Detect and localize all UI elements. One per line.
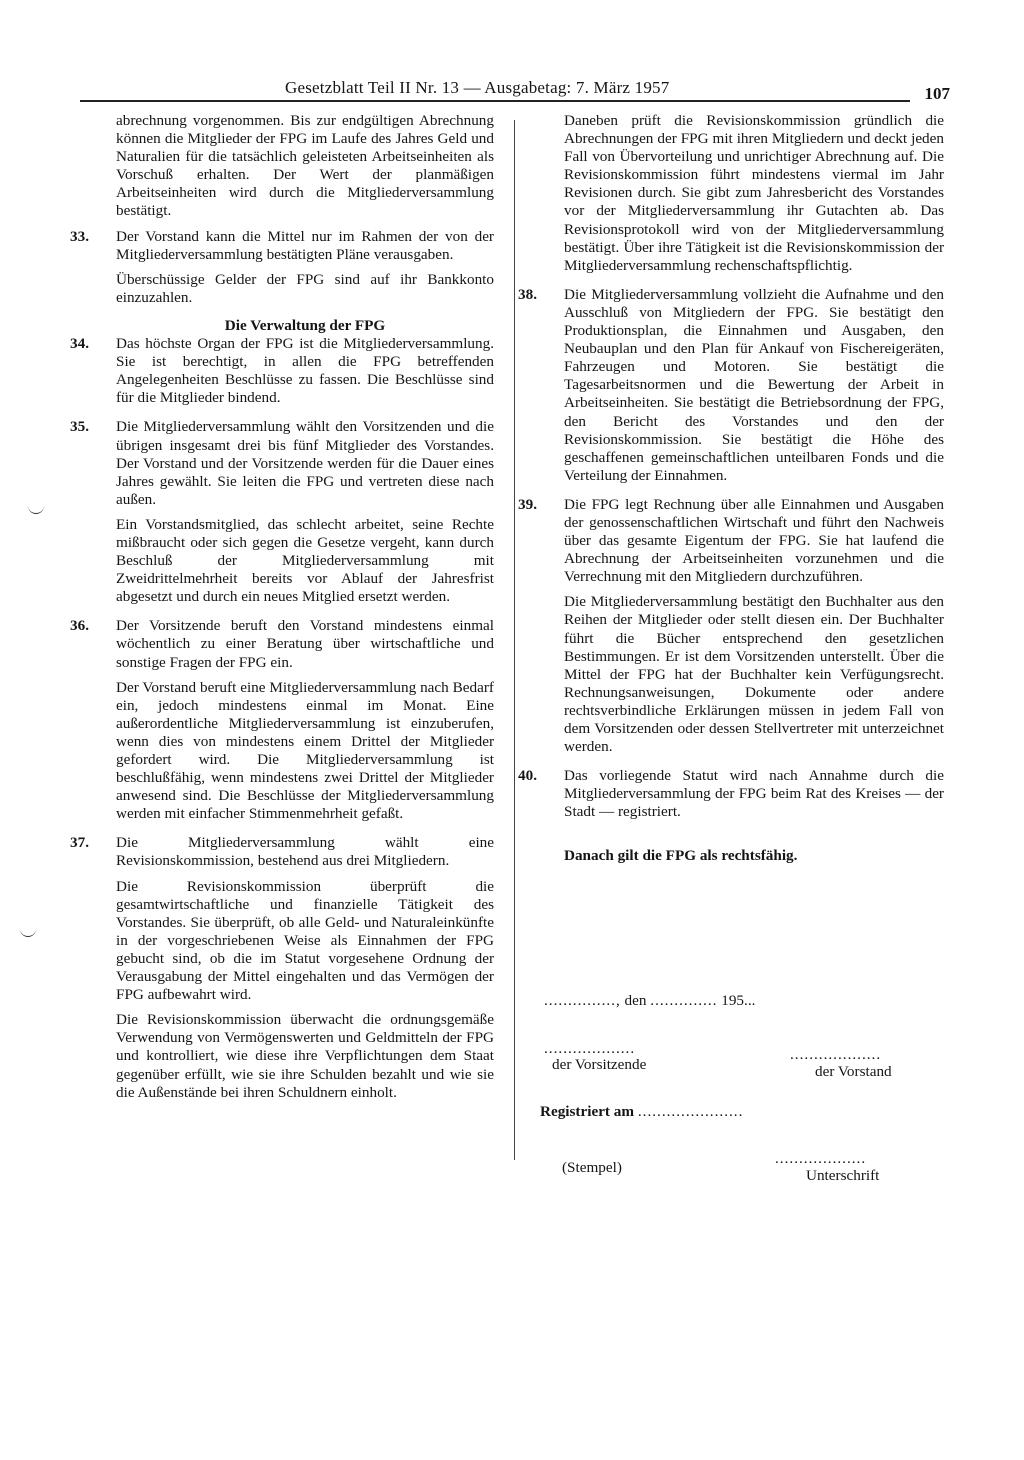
section-37 — [70, 834, 494, 870]
board-signature-dots: ................... — [790, 1046, 882, 1063]
section-36 — [70, 617, 494, 671]
section-number: 40. — [518, 767, 537, 785]
paragraph: Die Revisionskommission überwacht die ordnungsgemäße Verwendung von Vermögenswerten und Geldmitteln der FPG und kontrolliert, wie diese ihre Verpflichtungen dem Staat gegenüber erfüllt, wie sie ihre Schulden bezahlt und wie sie die Außenstände bei ihren Schuldnern einholt. — [116, 1011, 494, 1101]
section-number: 33. — [70, 227, 89, 245]
section-number: 36. — [70, 617, 89, 635]
section-heading: Die Verwaltung der FPG — [224, 316, 386, 334]
registered-label: Registriert am — [540, 1103, 635, 1120]
paragraph-text: Der Vorstand kann die Mittel nur im Rahmen der von der Mitgliederversammlung bestätigten Pläne verausgaben. — [116, 227, 494, 263]
margin-mark — [28, 505, 44, 514]
section-40 — [518, 767, 944, 821]
place-field: ..............., — [544, 992, 621, 1009]
header-title: Gesetzblatt Teil II Nr. 13 — Ausgabetag: 7. März 1957 — [285, 78, 670, 97]
paragraph: Die Mitgliederversammlung bestätigt den Buchhalter aus den Reihen der Mitglieder oder stellt diesen ein. Der Buchhalter führt die Bücher entsprechend den gesetzlichen Bestimmungen. Er ist dem Vorsitzenden unterstellt. Über die Mittel der FPG hat der Buchhalter kein Verfügungsrecht. Rechnungsanweisungen, Dokumente oder andere rechtsverbindliche Erklärungen müssen in jedem Fall von dem Vorsitzenden oder dessen Stellvertreter mit unterzeichnet werden. — [564, 593, 944, 756]
section-35 — [70, 418, 494, 508]
page-number: 107 — [924, 84, 950, 103]
column-divider — [514, 120, 515, 1160]
paragraph: abrechnung vorgenommen. Bis zur endgültigen Abrechnung können die Mitglieder der FPG im Laufe des Jahres Geld und Naturalien für die tatsächlich geleisteten Arbeitseinheiten als Vorschuß erhalten. Der Wert der planmäßigen Arbeitseinheiten wird durch die Mitgliederversammlung bestätigt. — [116, 112, 494, 220]
paragraph: Daneben prüft die Revisionskommission gründlich die Abrechnungen der FPG mit ihren Mitgliedern und deckt jeden Fall von Übervorteilung und unrichtiger Abrechnung auf. Die Revisionskommission führt mindestens viermal im Jahr Revisionen durch. Sie gibt zum Jahresbericht des Vorstandes vor der Mitgliederversammlung ihr Gutachten ab. Das Revisionsprotokoll wird von der Mitgliederversammlung bestätigt. Über ihre Tätigkeit ist die Revisionskommission der Mitgliederversammlung rechenschaftspflichtig. — [564, 112, 944, 274]
signature-dots: ................... — [775, 1150, 867, 1167]
signature-label: Unterschrift — [806, 1167, 880, 1184]
chair-label: der Vorsitzende — [552, 1056, 647, 1073]
header-rule — [80, 100, 910, 102]
registration-line — [540, 1103, 743, 1121]
section-number: 38. — [518, 285, 537, 303]
paragraph-text: Die Mitgliederversammlung wählt den Vorsitzenden und die übrigen insgesamt drei bis fünf Mitglieder des Vorstandes. Der Vorstand und der Vorsitzende werden für die Dauer eines Jahres gewählt. Sie leiten die FPG und vertreten diese nach außen. — [116, 418, 494, 508]
paragraph: Der Vorstand beruft eine Mitgliederversammlung nach Bedarf ein, jedoch mindestens einmal im Monat. Eine außerordentliche Mitgliederversammlung ist einzuberufen, wenn dies von mindestens einem Drittel der Mitglieder gefordert wird. Die Mitgliederversammlung ist beschlußfähig, wenn mindestens zwei Drittel der Mitglieder anwesend sind. Die Beschlüsse der Mitgliederversammlung werden mit einfacher Stimmenmehrheit gefaßt. — [116, 678, 494, 823]
section-39 — [518, 496, 944, 586]
paragraph: Überschüssige Gelder der FPG sind auf ihr Bankkonto einzuzahlen. — [116, 270, 494, 306]
paragraph-text: Das höchste Organ der FPG ist die Mitgliederversammlung. Sie ist berechtigt, in allen die FPG betreffenden Angelegenheiten Beschlüsse zu fassen. Die Beschlüsse sind für die Mitglieder bindend. — [116, 335, 494, 407]
section-number: 37. — [70, 834, 89, 852]
section-number: 39. — [518, 495, 537, 513]
paragraph-text: Der Vorsitzende beruft den Vorstand mindestens einmal wöchentlich zu einer Beratung über wirtschaftliche und sonstige Fragen der FPG ein. — [116, 617, 494, 671]
closing-statement: Danach gilt die FPG als rechtsfähig. — [564, 847, 798, 865]
paragraph: Ein Vorstandsmitglied, das schlecht arbeitet, seine Rechte mißbraucht oder sich gegen die Gesetze vergeht, kann durch Beschluß der Mitgliederversammlung mit Zweidrittelmehrheit bereits vor Ablauf der Jahresfrist abgesetzt und durch ein neues Mitglied ersetzt werden. — [116, 515, 494, 606]
section-34 — [70, 335, 494, 407]
date-line — [544, 992, 755, 1010]
paragraph: Die Revisionskommission überprüft die gesamtwirtschaftliche und finanzielle Tätigkeit des Vorstandes. Sie überprüft, ob alle Geld- und Naturaleinkünfte in der vorgeschriebenen Weise als Einnahmen der FPG gebucht sind, ob die im Statut vorgesehene Ordnung der Verausgabung der Mittel eingehalten und das Vermögen der FPG aufbewahrt wird. — [116, 877, 494, 1004]
board-label: der Vorstand — [815, 1063, 892, 1080]
section-number: 34. — [70, 335, 89, 353]
section-38 — [518, 286, 944, 485]
left-column — [70, 112, 494, 1102]
stamp-label: (Stempel) — [562, 1159, 622, 1176]
paragraph-text: Die Mitgliederversammlung vollzieht die Aufnahme und den Ausschluß von Mitgliedern der FPG. Sie bestätigt den Produktionsplan, die Einnahmen und Ausgaben, den Neubauplan und den Plan für Ankauf von Fischereigeräten, Fahrzeugen und Motoren. Sie bestätigt die Tagesarbeitsnormen und die Bewertung der Arbeit in Arbeitseinheiten. Sie bestätigt die Betriebsordnung der FPG, den Bericht des Vorstandes und den der Revisionskommission. Sie bestätigt die Höhe des geschaffenen gemeinschaftlichen unteilbaren Fonds und die Verteilung der Einnahmen. — [564, 285, 944, 484]
den-label: den — [624, 992, 647, 1009]
year-label: 195... — [721, 992, 756, 1009]
chair-signature-dots: ................... — [544, 1040, 636, 1057]
registered-field: ...................... — [637, 1103, 744, 1120]
margin-mark — [20, 928, 36, 937]
right-column — [518, 112, 944, 866]
section-number: 35. — [70, 418, 89, 436]
section-33 — [70, 228, 494, 264]
paragraph-text: Die FPG legt Rechnung über alle Einnahmen und Ausgaben der genossenschaftlichen Wirtschaft und führt den Nachweis über das gesamte Eigentum der FPG. Sie hat laufend die Abrechnung der Arbeitseinheiten vorzunehmen und die Verrechnung mit den Mitgliedern durchzuführen. — [564, 495, 944, 586]
date-field: .............. — [650, 992, 718, 1009]
paragraph-text: Die Mitgliederversammlung wählt eine Revisionskommission, bestehend aus drei Mitgliedern. — [116, 834, 494, 870]
paragraph-text: Das vorliegende Statut wird nach Annahme durch die Mitgliederversammlung der FPG beim Rat des Kreises — der Stadt — registriert. — [564, 767, 944, 821]
